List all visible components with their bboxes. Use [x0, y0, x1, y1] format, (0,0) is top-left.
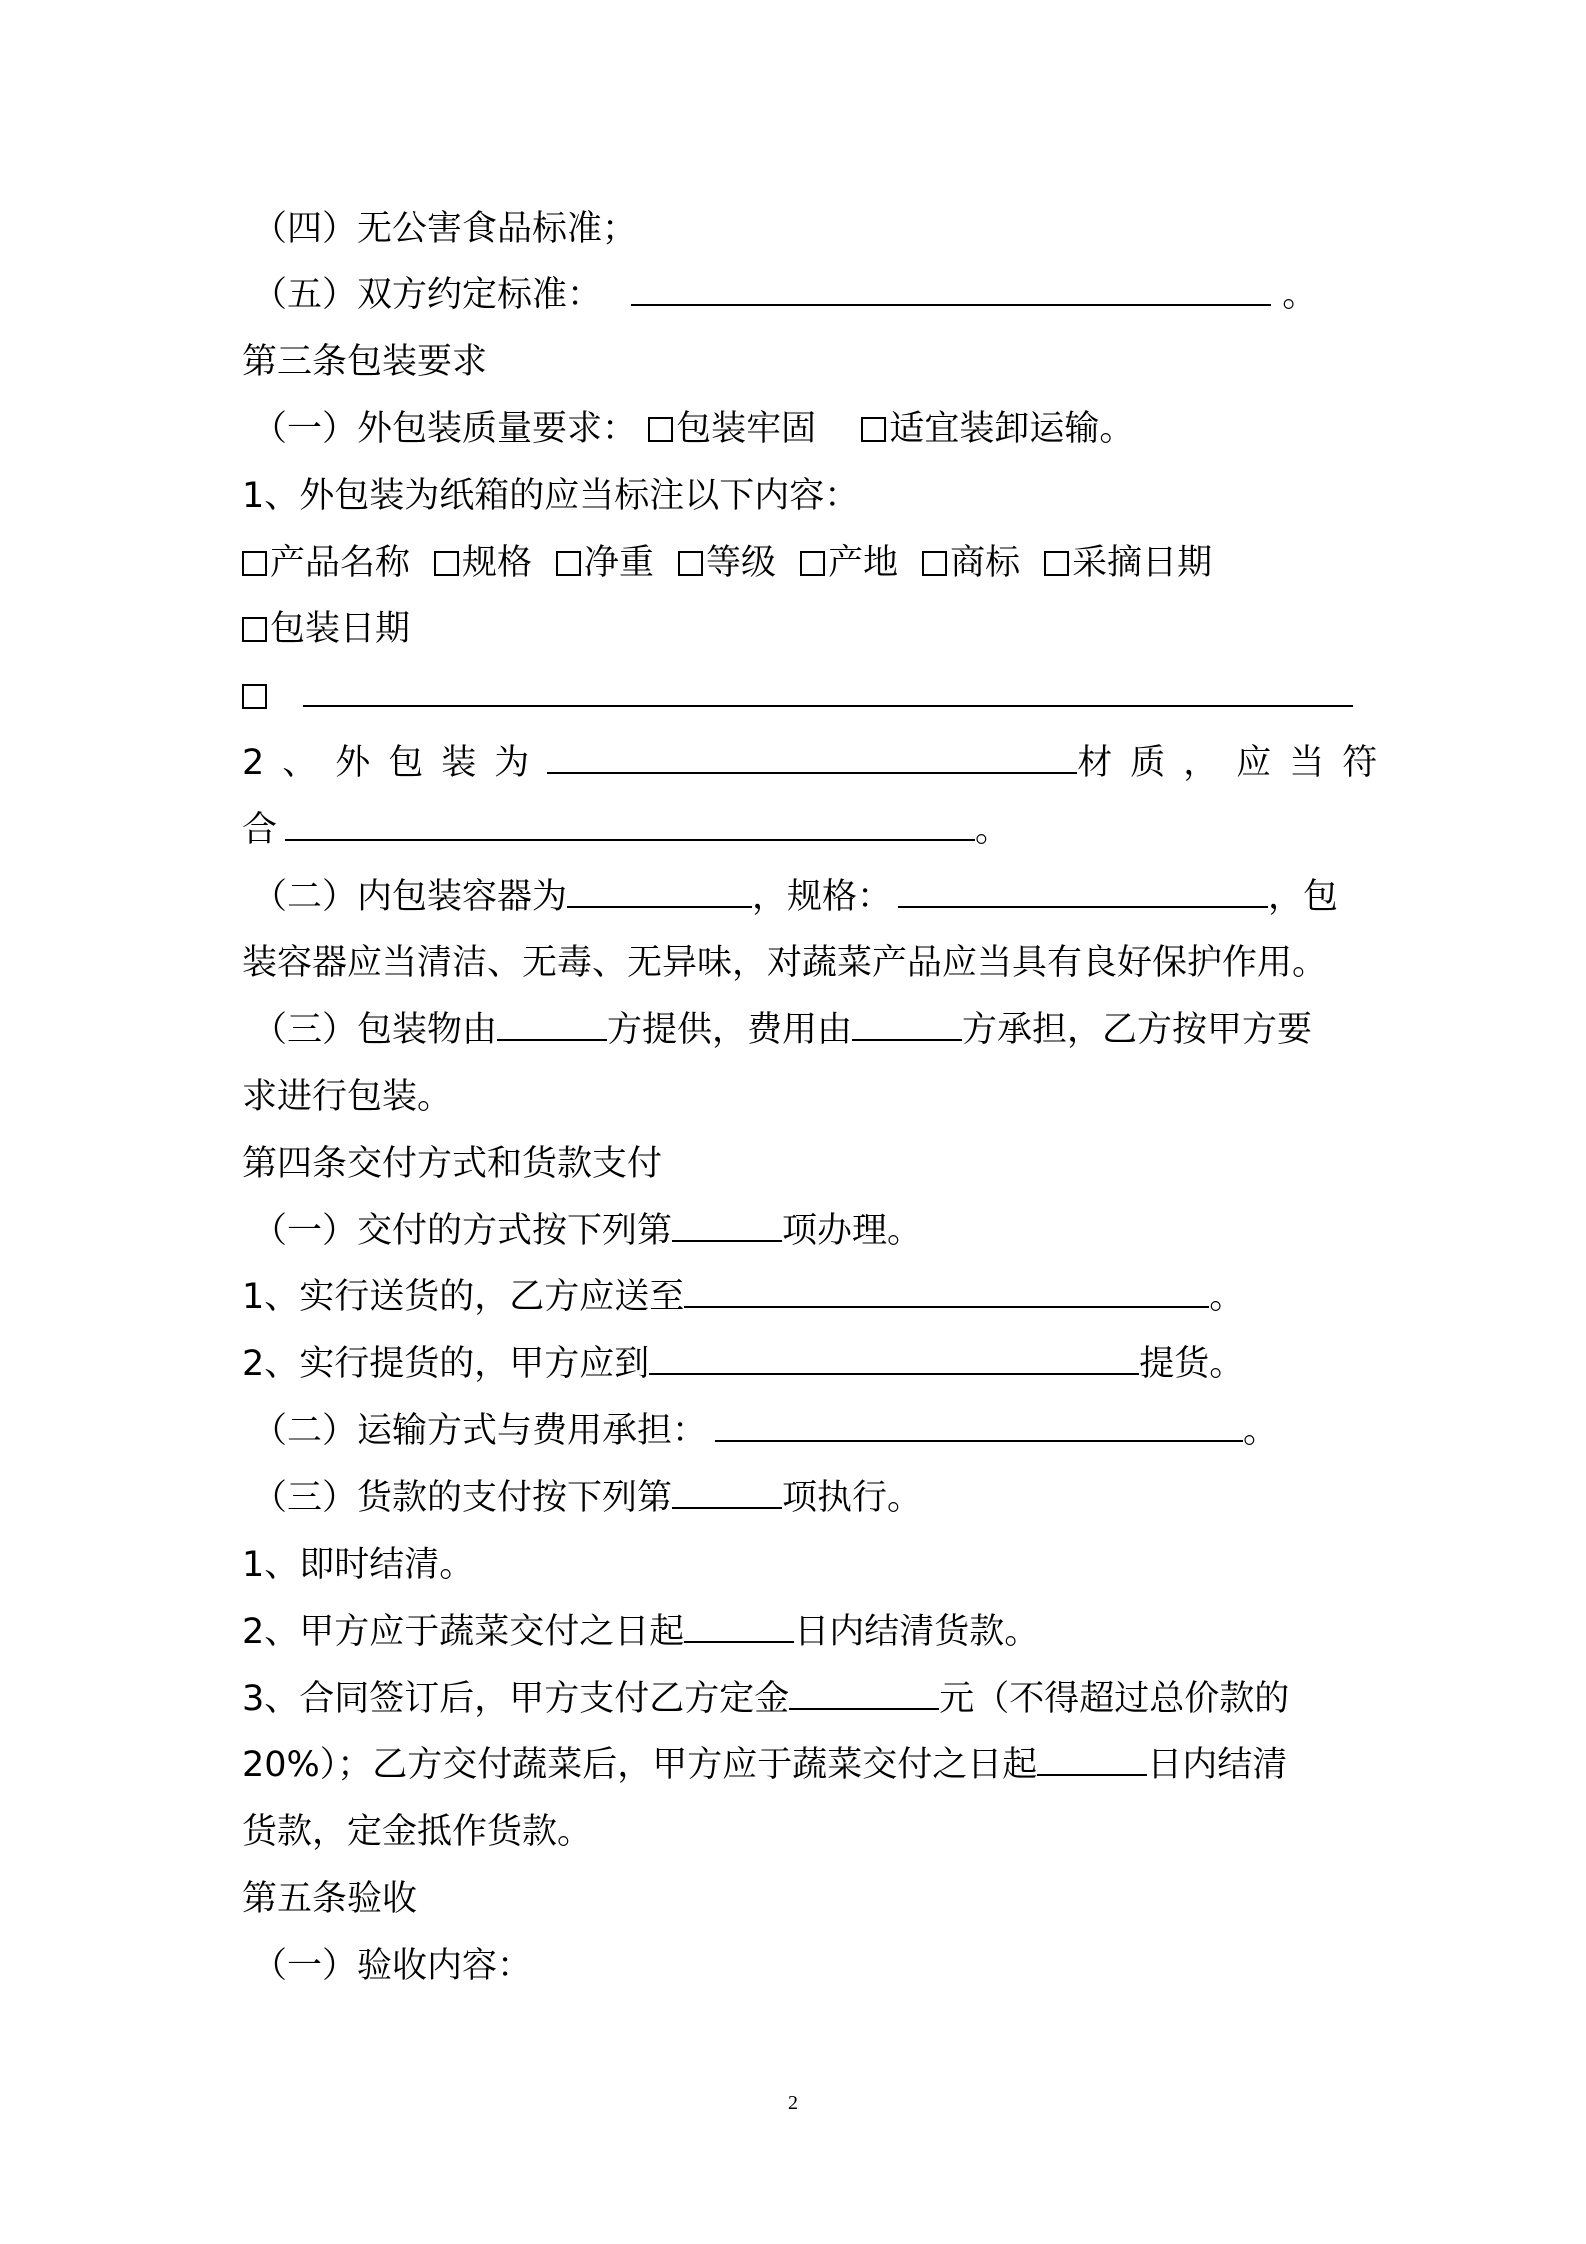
transport-blank[interactable] — [715, 1410, 1243, 1442]
transport-row — [252, 1409, 1362, 1453]
provider-suffix: 方承担，乙方按甲方要 — [962, 1010, 1313, 1050]
standard-4-text: （四）无公害食品标准； — [252, 209, 638, 249]
item-product-name — [242, 543, 410, 583]
item-pick-date — [1044, 543, 1212, 583]
conform-blank[interactable] — [285, 809, 975, 841]
label-checkbox-row — [242, 541, 1352, 585]
deposit-cont-suffix: 日内结清 — [1147, 1745, 1288, 1785]
page-number: 2 — [788, 2092, 798, 2114]
pickup-location-blank[interactable] — [649, 1343, 1139, 1375]
material-standard-row — [242, 808, 1352, 852]
delivery-method-label: （一）交付的方式按下列第 — [252, 1211, 673, 1251]
deposit-cont-label: 20%）；乙方交付蔬菜后，甲方应于蔬菜交付之日起 — [242, 1745, 1038, 1785]
inspection-content-label: （一）验收内容： — [252, 1946, 533, 1986]
deposit-row-2 — [242, 1743, 1352, 1787]
label-text: 产地 — [828, 543, 899, 583]
article-4-title: 第四条交付方式和货款支付 — [242, 1144, 663, 1184]
packaging-provider-text: 求进行包装。 — [242, 1077, 453, 1117]
checkbox-origin[interactable] — [800, 551, 825, 576]
deposit-amount-blank[interactable] — [789, 1678, 939, 1710]
checkbox-sturdy[interactable] — [648, 417, 673, 442]
cost-bearer-blank[interactable] — [852, 1009, 962, 1041]
inner-container-label: （二）内包装容器为 — [252, 877, 568, 917]
deposit-row-3 — [242, 1810, 1352, 1854]
checkbox-spec[interactable] — [434, 551, 459, 576]
item-net-weight — [556, 543, 654, 583]
label-text: 规格 — [462, 543, 533, 583]
pickup-suffix: 提货。 — [1139, 1344, 1245, 1384]
delivery-method-row — [252, 1209, 1362, 1253]
option-sturdy: 包装牢固 — [676, 409, 817, 449]
other-label-row — [242, 674, 1352, 718]
deposit-label: 3、合同签订后，甲方支付乙方定金 — [242, 1679, 790, 1719]
checkbox-trademark[interactable] — [922, 551, 947, 576]
checkbox-grade[interactable] — [678, 551, 703, 576]
deposit-suffix: 元（不得超过总价款的 — [939, 1679, 1290, 1719]
packaging-provider-row — [252, 1008, 1362, 1052]
inspection-content — [252, 1944, 1362, 1988]
deposit-cont-text: 货款，定金抵作货款。 — [242, 1812, 593, 1852]
standard-5 — [252, 273, 1362, 317]
delivery-method-suffix: 项办理。 — [782, 1211, 923, 1251]
payment-days-label: 2、甲方应于蔬菜交付之日起 — [242, 1612, 685, 1652]
standard-5-label: （五）双方约定标准： — [252, 275, 603, 315]
item-spec — [434, 543, 532, 583]
inner-packaging-desc — [242, 941, 1352, 985]
label-text: 商标 — [950, 543, 1021, 583]
material-blank[interactable] — [547, 742, 1077, 774]
provider-label: （三）包装物由 — [252, 1010, 498, 1050]
packaging-provider-cont — [242, 1075, 1352, 1119]
checkbox-pick-date[interactable] — [1044, 551, 1069, 576]
item-grade — [678, 543, 776, 583]
label-checkbox-row-2 — [242, 607, 1352, 651]
article-5-heading — [242, 1877, 1352, 1921]
material-suffix: 材质，应当符 — [1077, 743, 1396, 783]
outer-material-row — [242, 741, 1396, 785]
carton-label-heading — [242, 474, 1352, 518]
spec-blank[interactable] — [898, 876, 1268, 908]
checkbox-other[interactable] — [242, 684, 267, 709]
delivery-option-blank[interactable] — [672, 1210, 782, 1242]
carton-label-text: 1、外包装为纸箱的应当标注以下内容： — [242, 476, 860, 516]
payment-immediate — [242, 1543, 1352, 1587]
checkbox-product-name[interactable] — [242, 551, 267, 576]
payment-immediate-text: 1、即时结清。 — [242, 1545, 475, 1585]
payment-method-row — [252, 1476, 1362, 1520]
delivery-address-blank[interactable] — [684, 1276, 1209, 1308]
label-pack-date: 包装日期 — [270, 609, 411, 649]
label-text: 净重 — [584, 543, 655, 583]
option-transport: 适宜装卸运输。 — [889, 409, 1135, 449]
period: 。 — [1243, 1411, 1279, 1451]
outer-packaging-label: （一）外包装质量要求： — [252, 409, 638, 449]
pickup-row — [242, 1342, 1352, 1386]
payment-days-row — [242, 1610, 1352, 1654]
period: 。 — [975, 810, 1011, 850]
payment-days-suffix: 日内结清货款。 — [794, 1612, 1040, 1652]
inner-suffix: ，包 — [1268, 877, 1339, 917]
cost-label: 方提供，费用由 — [607, 1010, 853, 1050]
provider-blank[interactable] — [497, 1009, 607, 1041]
other-label-blank[interactable] — [303, 675, 1353, 707]
inner-container-blank[interactable] — [567, 876, 752, 908]
article-3-title: 第三条包装要求 — [242, 342, 488, 382]
checkbox-pack-date[interactable] — [242, 617, 267, 642]
label-text: 产品名称 — [270, 543, 411, 583]
transport-label: （二）运输方式与费用承担： — [252, 1411, 708, 1451]
deposit-row — [242, 1677, 1352, 1721]
checkbox-net-weight[interactable] — [556, 551, 581, 576]
outer-packaging-quality — [252, 407, 1362, 451]
spec-label: ，规格： — [752, 877, 893, 917]
settle-days-blank[interactable] — [1037, 1744, 1147, 1776]
payment-option-blank[interactable] — [672, 1477, 782, 1509]
article-5-title: 第五条验收 — [242, 1879, 418, 1919]
agreed-standard-blank[interactable] — [631, 274, 1271, 306]
payment-method-label: （三）货款的支付按下列第 — [252, 1478, 673, 1518]
article-4-heading — [242, 1142, 1352, 1186]
article-3-heading — [242, 340, 1352, 384]
period: 。 — [1209, 1277, 1245, 1317]
outer-material-label: 2、外包装为 — [242, 743, 548, 783]
delivery-send-row — [242, 1275, 1352, 1319]
inner-packaging-text: 装容器应当清洁、无毒、无异味，对蔬菜产品应当具有良好保护作用。 — [242, 943, 1328, 983]
conform-label: 合 — [242, 810, 278, 850]
delivery-send-label: 1、实行送货的，乙方应送至 — [242, 1277, 685, 1317]
pickup-label: 2、实行提货的，甲方应到 — [242, 1344, 650, 1384]
item-origin — [800, 543, 898, 583]
checkbox-transport[interactable] — [861, 417, 886, 442]
inner-packaging-row — [252, 875, 1362, 919]
payment-method-suffix: 项执行。 — [782, 1478, 923, 1518]
standard-4 — [252, 207, 1362, 251]
label-text: 采摘日期 — [1072, 543, 1213, 583]
label-text: 等级 — [706, 543, 777, 583]
item-trademark — [922, 543, 1020, 583]
payment-days-blank[interactable] — [684, 1611, 794, 1643]
period: 。 — [1282, 275, 1318, 315]
